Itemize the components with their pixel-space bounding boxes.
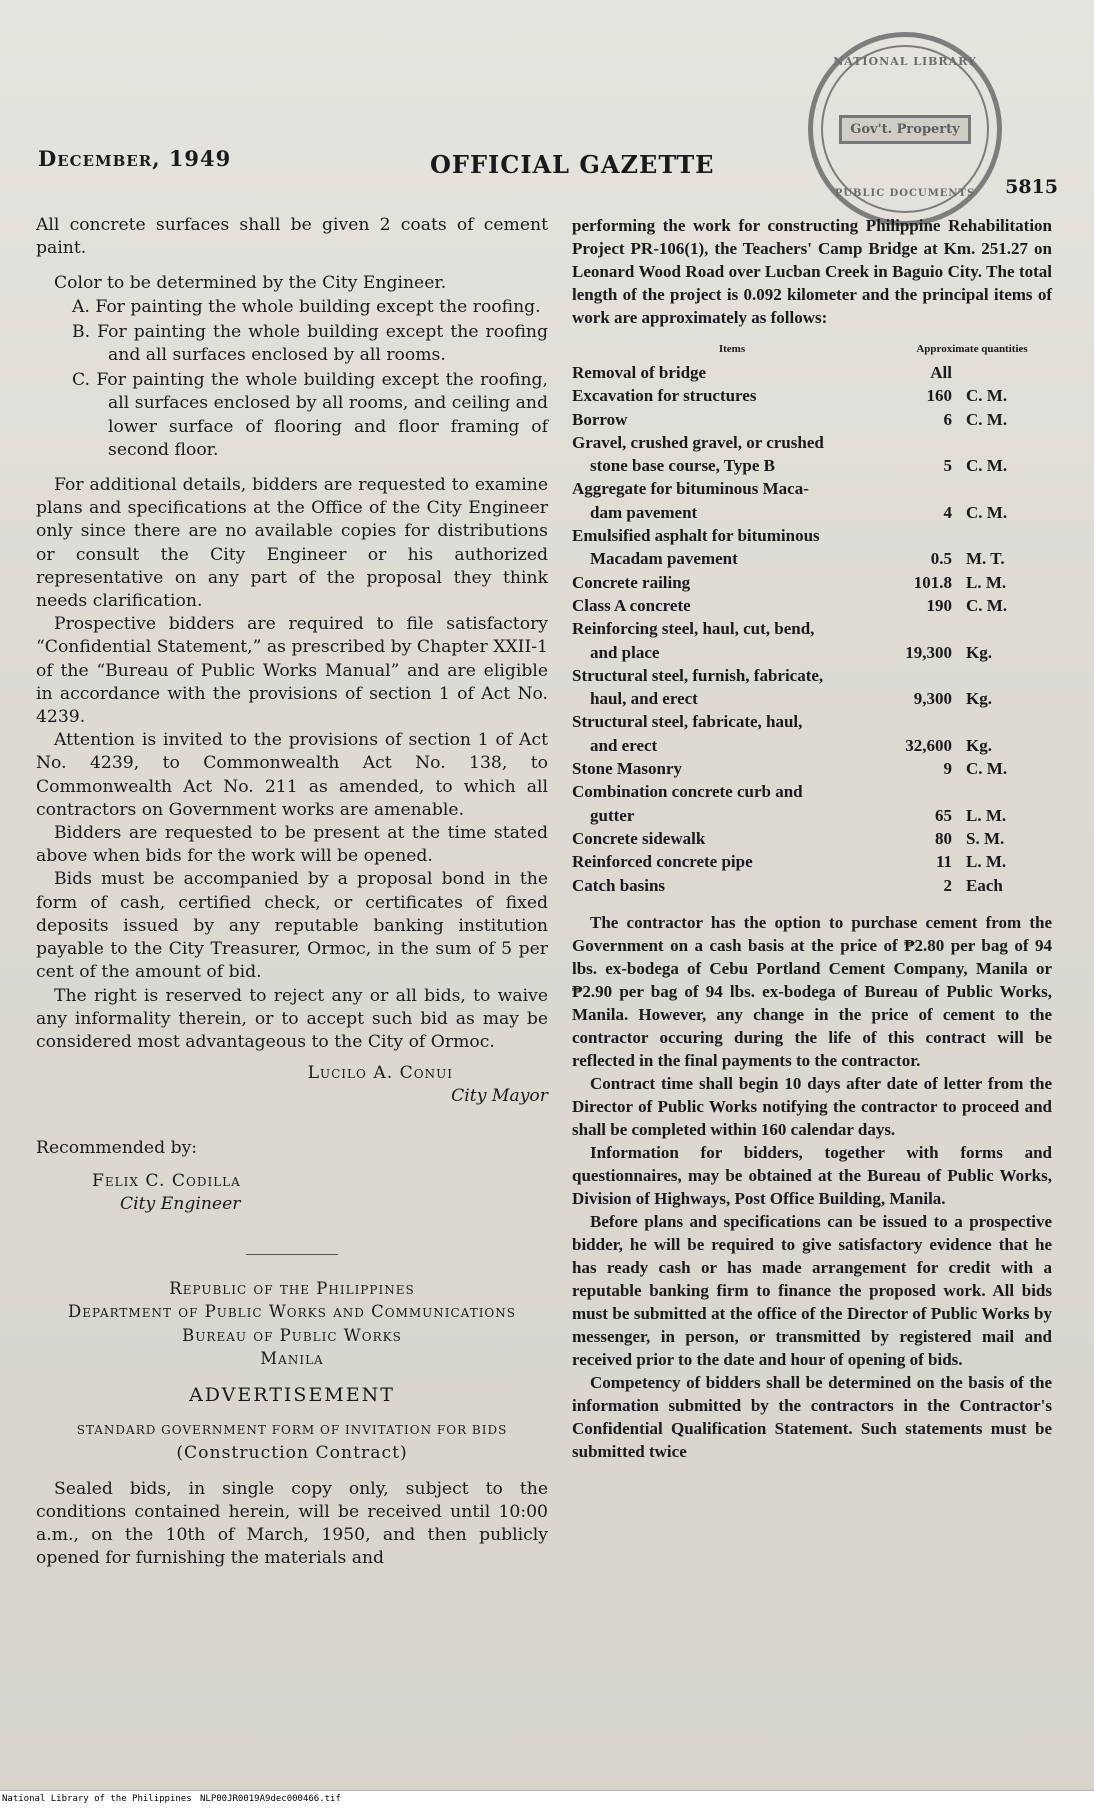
- table-row: [572, 664, 1052, 711]
- table-row: [572, 594, 1052, 617]
- table-row: [572, 524, 1052, 571]
- item-unit: L. M.: [966, 852, 1007, 872]
- paragraph: The right is reserved to reject any or all bids, to waive any informality therein, or to accept such bid as may be considered most advantageous to the City of Ormoc.: [36, 985, 548, 1052]
- scan-footer: [0, 1791, 1094, 1808]
- items-table: [572, 343, 1052, 897]
- item-unit: L. M.: [966, 805, 1007, 825]
- item-unit: C. M.: [966, 456, 1008, 476]
- paragraph: Color to be determined by the City Engineer.: [54, 273, 447, 294]
- item-name: [572, 384, 892, 407]
- items-rows: [572, 361, 1052, 897]
- signer-title: City Mayor: [451, 1086, 548, 1107]
- item-name: [572, 361, 892, 384]
- table-row: [572, 757, 1052, 780]
- item-line: Concrete railing: [572, 572, 691, 592]
- list-item-a: A. For painting the whole building except the roofing.: [72, 296, 541, 317]
- table-row: [572, 710, 1052, 757]
- item-quantity: 5: [943, 456, 952, 476]
- item-name: [572, 594, 892, 617]
- stamp-center: Gov't. Property: [839, 115, 970, 144]
- item-line: Structural steel, fabricate, haul,: [572, 712, 803, 732]
- org-city: Manila: [260, 1348, 324, 1368]
- item-name: [572, 571, 892, 594]
- item-unit: C. M.: [966, 502, 1008, 522]
- item-quantity: 101.8: [913, 572, 952, 592]
- item-name: [572, 850, 892, 873]
- item-line: Excavation for structures: [572, 386, 757, 406]
- table-row: [572, 874, 1052, 897]
- item-unit: S. M.: [966, 828, 1005, 848]
- paragraph: The contractor has the option to purchase cement from the Government on a cash basis at the price of ₱2.80 per bag of 94 lbs. ex-bodega of Cebu Portland Cement Company, Manila or ₱2.90 per bag of 94 lbs. ex-bodega of Bureau of Public Works, Manila. However, any change in the price of cement to the contractor occuring during the life of this contract will be reflected in the final payments to the contractor.: [572, 912, 1052, 1070]
- recommender-title: City Engineer: [120, 1193, 241, 1214]
- library-stamp: [808, 32, 1002, 226]
- paragraph: performing the work for constructing Philippine Rehabilitation Project PR-106(1), the Teachers' Camp Bridge at Km. 251.27 on Leonard Wood Road over Lucban Creek in Baguio City. The total length of the project is 0.092 kilometer and the principal items of work are approximately as follows:: [572, 216, 1052, 327]
- items-table-header: [572, 343, 1052, 355]
- item-line: Removal of bridge: [572, 363, 707, 382]
- item-continuation: dam pavement: [590, 502, 698, 522]
- item-quantity: 4: [943, 502, 952, 522]
- table-row: [572, 431, 1052, 478]
- item-quantity: 0.5: [930, 549, 952, 569]
- item-line: Borrow: [572, 409, 628, 429]
- org-department: Department of Public Works and Communications: [67, 1302, 516, 1322]
- table-row: [572, 361, 1052, 384]
- item-continuation: and erect: [590, 735, 658, 755]
- item-quantity: 2: [943, 875, 952, 895]
- item-quantity: 160: [926, 386, 952, 406]
- footer-file: NLP00JR0019A9dec000466.tif: [200, 1794, 341, 1804]
- item-continuation: Macadam pavement: [590, 549, 738, 569]
- item-quantity: 9,300: [913, 689, 952, 709]
- item-name: [572, 827, 892, 850]
- item-continuation: haul, and erect: [590, 689, 698, 709]
- item-line: Concrete sidewalk: [572, 828, 706, 848]
- item-line: Stone Masonry: [572, 759, 683, 779]
- item-unit: C. M.: [966, 759, 1008, 779]
- divider: [246, 1254, 338, 1255]
- item-quantity: 65: [935, 805, 952, 825]
- contract-type: (Construction Contract): [176, 1443, 408, 1464]
- footer-library: National Library of the Philippines: [2, 1794, 192, 1804]
- recommender-name: Felix C. Codilla: [92, 1170, 241, 1191]
- item-unit: Kg.: [966, 689, 992, 709]
- item-line: Reinforced concrete pipe: [572, 852, 753, 872]
- item-quantity: 11: [935, 852, 952, 872]
- table-row: [572, 571, 1052, 594]
- item-name: [572, 757, 892, 780]
- header-date: December, 1949: [38, 146, 232, 171]
- item-name: [572, 617, 892, 664]
- item-name: [572, 710, 892, 757]
- form-title: STANDARD GOVERNMENT FORM OF INVITATION FOR BIDS: [76, 1423, 508, 1438]
- signer-name: Lucilo A. Conui: [307, 1063, 453, 1084]
- paragraph: Sealed bids, in single copy only, subject to the conditions contained herein, will be received until 10:00 a.m., on the 10th of March, 1950, and then publicly opened for furnishing the materials and: [36, 1478, 548, 1569]
- item-name: [572, 408, 892, 431]
- paragraph: Contract time shall begin 10 days after date of letter from the Director of Public Works notifying the contractor to proceed and shall be completed within 160 calendar days.: [572, 1073, 1052, 1139]
- stamp-arc-text-top: NATIONAL LIBRARY: [833, 55, 977, 68]
- item-name: [572, 431, 892, 478]
- item-quantity: All: [930, 363, 952, 382]
- header-title: OFFICIAL GAZETTE: [430, 150, 715, 179]
- item-name: [572, 477, 892, 524]
- paragraph: Prospective bidders are required to file satisfactory “Confidential Statement,” as prescribed by Chapter XXII-1 of the “Bureau of Public Works Manual” and are eligible in accordance with the provisions of section 1 of Act No. 4239.: [36, 614, 548, 728]
- table-row: [572, 827, 1052, 850]
- col-qty-header: Approximate quantities: [916, 343, 1028, 355]
- item-quantity: 32,600: [905, 735, 952, 755]
- org-republic: Republic of the Philippines: [169, 1279, 415, 1299]
- item-unit: L. M.: [966, 572, 1007, 592]
- item-unit: Kg.: [966, 642, 992, 662]
- paragraph: All concrete surfaces shall be given 2 coats of cement paint.: [36, 215, 548, 259]
- item-continuation: gutter: [590, 805, 635, 825]
- item-line: Combination concrete curb and: [572, 782, 803, 802]
- table-row: [572, 617, 1052, 664]
- item-unit: C. M.: [966, 386, 1008, 406]
- list-item-c: C. For painting the whole building except the roofing, all surfaces enclosed by all rooms, and ceiling and lower surface of flooring and floor framing of second floor.: [72, 370, 548, 460]
- paragraph: Before plans and specifications can be issued to a prospective bidder, he will be required to give satisfactory evidence that he has ready cash or has made arrangement for credit with a reputable banking firm to finance the proposed work. All bids must be submitted at the office of the Director of Public Works by messenger, in person, or transmitted by registered mail and received prior to the date and hour of opening of bids.: [572, 1211, 1052, 1369]
- table-row: [572, 408, 1052, 431]
- paragraph: Bids must be accompanied by a proposal bond in the form of cash, certified check, or certificates of fixed deposits issued by any reputable banking institution payable to the City Treasurer, Ormoc, in the sum of 5 per cent of the amount of bid.: [36, 869, 548, 983]
- item-quantity: 19,300: [905, 642, 952, 662]
- right-column: [572, 214, 1052, 1463]
- paragraph: Bidders are requested to be present at the time stated above when bids for the work will be opened.: [36, 823, 548, 867]
- item-line: Reinforcing steel, haul, cut, bend,: [572, 619, 815, 639]
- item-quantity: 80: [935, 828, 952, 848]
- col-items-header: Items: [718, 343, 746, 355]
- item-line: Catch basins: [572, 875, 666, 895]
- signature-block: [36, 1062, 548, 1108]
- paragraph: For additional details, bidders are requested to examine plans and specifications at the Office of the City Engineer only since there are no available copies for distributions or consult the City Engineer or his authorized representative on any part of the proposal they think needs clarification.: [36, 475, 548, 612]
- item-unit: C. M.: [966, 595, 1008, 615]
- item-continuation: stone base course, Type B: [590, 456, 775, 476]
- table-row: [572, 477, 1052, 524]
- item-quantity: 6: [943, 409, 952, 429]
- item-name: [572, 780, 892, 827]
- item-quantity: 190: [926, 595, 952, 615]
- left-column: [36, 214, 548, 1570]
- table-row: [572, 780, 1052, 827]
- item-quantity: 9: [943, 759, 952, 779]
- item-continuation: and place: [590, 642, 660, 662]
- item-line: Gravel, crushed gravel, or crushed: [572, 432, 824, 452]
- table-row: [572, 850, 1052, 873]
- item-name: [572, 874, 892, 897]
- stamp-arc-text-bottom: PUBLIC DOCUMENTS: [834, 188, 976, 199]
- item-name: [572, 664, 892, 711]
- org-bureau: Bureau of Public Works: [182, 1325, 402, 1345]
- item-name: [572, 524, 892, 571]
- item-line: Class A concrete: [572, 595, 691, 615]
- item-unit: Each: [966, 875, 1003, 895]
- recommended-label: Recommended by:: [36, 1137, 198, 1158]
- item-line: Emulsified asphalt for bituminous: [572, 526, 820, 546]
- item-unit: M. T.: [966, 549, 1005, 569]
- list-item-b: B. For painting the whole building except the roofing and all surfaces enclosed by all rooms.: [72, 321, 548, 366]
- page-number: 5815: [1005, 176, 1058, 198]
- item-line: Aggregate for bituminous Maca-: [572, 479, 809, 499]
- item-unit: Kg.: [966, 735, 992, 755]
- table-row: [572, 384, 1052, 407]
- advertisement-heading: ADVERTISEMENT: [189, 1383, 395, 1406]
- item-unit: C. M.: [966, 409, 1008, 429]
- item-line: Structural steel, furnish, fabricate,: [572, 665, 824, 685]
- paragraph: Attention is invited to the provisions of section 1 of Act No. 4239, to Commonwealth Act No. 138, to Commonwealth Act No. 211 as amended, to which all contractors on Government works are amenable.: [36, 730, 548, 820]
- paragraph: Information for bidders, together with forms and questionnaires, may be obtained at the Bureau of Public Works, Division of Highways, Post Office Building, Manila.: [572, 1142, 1052, 1208]
- paragraph: Competency of bidders shall be determined on the basis of the information submitted by the contractors in the Contractor's Confidential Qualification Statement. Such statements must be submitted twice: [572, 1372, 1052, 1461]
